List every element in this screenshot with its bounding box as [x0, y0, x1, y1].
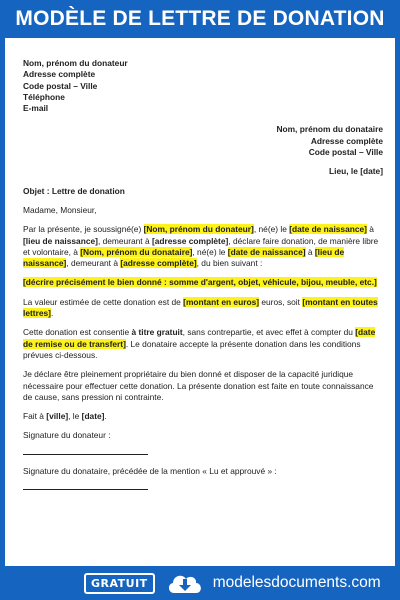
donation-terms-paragraph: Cette donation est consentie à titre gratuit, sans contrepartie, et avec effet à compter du [date de remise ou de transfert]. Le donataire accepte la présente donation dans les conditions prévues ci-dessous. — [23, 327, 376, 360]
header-banner — [0, 0, 400, 38]
highlight-field: [Nom, prénom du donataire] — [80, 246, 193, 257]
sender-address: Adresse complète — [23, 69, 96, 80]
sender-postcode-city: Code postal – Ville — [23, 80, 98, 91]
donor-signature-line — [23, 442, 148, 455]
letter-page — [5, 38, 395, 566]
highlight-field: [date de naissance] — [289, 224, 367, 235]
recipient-postcode-city: Code postal – Ville — [308, 147, 383, 158]
subject-line: Objet : Lettre de donation — [23, 185, 125, 196]
sender-block — [23, 58, 383, 114]
donee-signature-line — [23, 477, 148, 490]
donor-signature-label: Signature du donateur : — [23, 430, 111, 441]
letter-body — [23, 58, 383, 501]
donee-signature-label: Signature du donataire, précédée de la mention « Lu et approuvé » : — [23, 465, 277, 476]
ownership-paragraph: Je déclare être pleinement propriétaire du bien donné et disposer de la capacité juridique nécessaire pour effectuer cette donation. La présente donation est faite en toute connaissance de cause, sans pression ni contrainte. — [23, 369, 374, 402]
recipient-block — [23, 124, 383, 158]
item-description: [décrire précisément le bien donné : somme d'argent, objet, véhicule, bijou, meuble, etc.] — [23, 277, 377, 288]
recipient-name: Nom, prénom du donataire — [276, 124, 383, 135]
highlight-field: [montant en toutes lettres] — [23, 296, 378, 319]
done-at-line: Fait à [ville], le [date]. — [23, 411, 107, 422]
site-url[interactable]: modelesdocuments.com — [212, 574, 381, 591]
salutation: Madame, Monsieur, — [23, 204, 97, 215]
highlight-field: [lieu de naissance] — [23, 246, 345, 269]
highlight-field: [Nom, prénom du donateur] — [143, 224, 254, 235]
highlight-field: [date de naissance] — [227, 246, 306, 257]
free-badge: GRATUIT — [84, 573, 155, 594]
highlight-field: [date de remise ou de transfert] — [23, 327, 376, 349]
sender-name: Nom, prénom du donateur — [23, 58, 128, 68]
highlight-field: [montant en euros] — [183, 296, 260, 307]
highlight-field: [adresse complète] — [120, 258, 197, 269]
sender-phone: Téléphone — [23, 91, 65, 102]
cloud-download-icon — [165, 569, 205, 597]
place-date: Lieu, le [date] — [329, 166, 383, 177]
donation-declaration-paragraph: Par la présente, je soussigné(e) [Nom, prénom du donateur], né(e) le [date de naissance] à [lieu de naissance], demeurant à [adresse complète], déclare faire donation, de manière libre et volontaire, à [Nom, prénom du donataire], né(e) le [date de naissance] à [lieu de naissance], demeurant à [adresse complète], du bien suivant : — [23, 224, 379, 269]
sender-email: E-mail — [23, 103, 49, 114]
donation-value-paragraph: La valeur estimée de cette donation est de [montant en euros] euros, soit [montant en toutes lettres]. — [23, 296, 378, 319]
recipient-address: Adresse complète — [310, 135, 383, 146]
footer-bar — [0, 566, 400, 600]
page-title: MODÈLE DE LETTRE DE DONATION — [15, 7, 385, 30]
